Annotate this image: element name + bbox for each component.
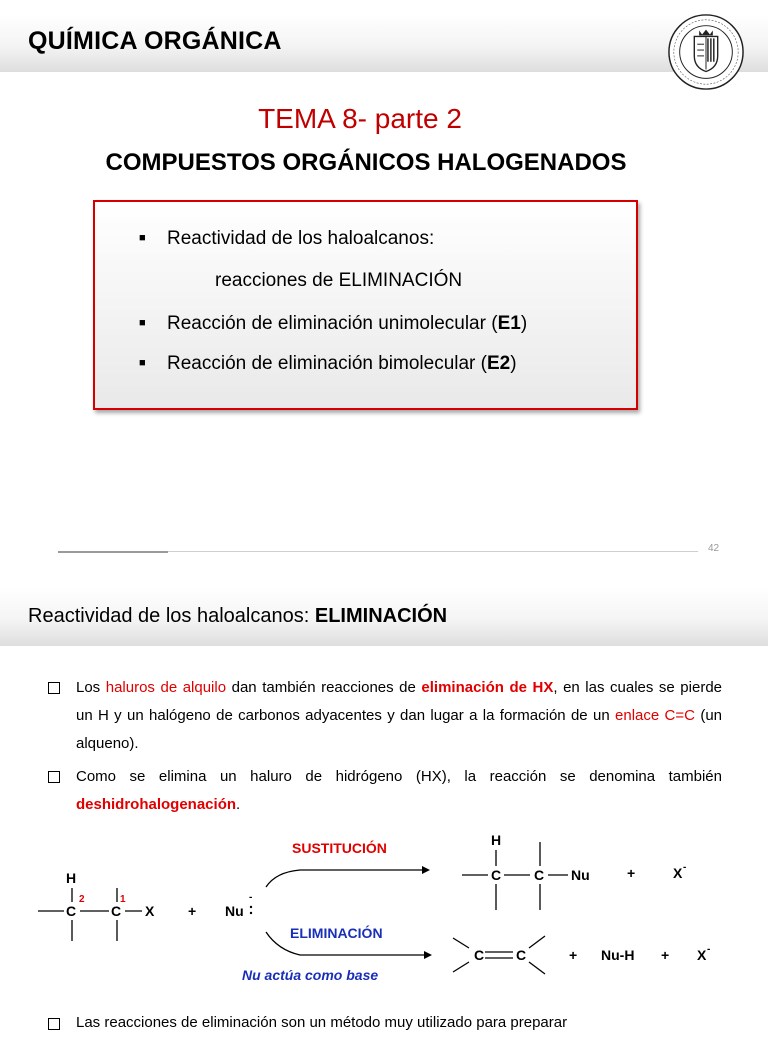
paragraph-haluros: Los haluros de alquilo dan también reacciones de eliminación de HX, en las cuales se pierde un H y un halógeno de carbonos adyacentes y dan lugar a la formación de un enlace C=C (un alqueno). xyxy=(76,679,722,752)
halide-ion-label: X xyxy=(697,947,707,963)
carbon-label: C xyxy=(491,867,502,883)
hydrogen-label: H xyxy=(66,870,77,886)
nucleophile-label: Nu xyxy=(225,903,244,919)
paragraph-deshidrohalogenacion: Como se elimina un haluro de hidrógeno (HX), la reacción se denomina también deshidrohalogenación. xyxy=(76,768,722,813)
charge-minus: - xyxy=(249,892,253,903)
summary-item-reactivity-sub: reacciones de ELIMINACIÓN xyxy=(215,270,463,291)
bullet-icon: ■ xyxy=(139,232,146,244)
plus-sign: + xyxy=(569,947,578,963)
checkbox-bullet-icon xyxy=(48,771,60,783)
summary-item-reactivity: Reactividad de los haloalcanos: xyxy=(167,228,435,249)
carbon-label: C xyxy=(534,867,545,883)
carbon-number-1: 1 xyxy=(120,894,126,905)
checkbox-bullet-icon xyxy=(48,1018,60,1030)
slide-elimination xyxy=(0,572,768,1031)
base-note: Nu actúa como base xyxy=(242,967,379,983)
lesson-title: TEMA 8- parte 2 xyxy=(258,103,462,134)
plus-sign: + xyxy=(661,947,670,963)
plus-sign: + xyxy=(627,865,636,881)
charge-minus: - xyxy=(683,862,687,873)
bullet-icon: ■ xyxy=(139,357,146,369)
carbon-1-label: C xyxy=(111,903,122,919)
slide-title: Reactividad de los haloalcanos: ELIMINACIÓN xyxy=(28,605,448,627)
elimination-label: ELIMINACIÓN xyxy=(290,925,383,941)
university-seal-icon xyxy=(667,13,745,91)
carbon-label: C xyxy=(516,947,527,963)
carbon-number-2: 2 xyxy=(79,894,85,905)
summary-item-e2: Reacción de eliminación bimolecular (E2) xyxy=(167,353,517,374)
conjugate-acid-label: Nu-H xyxy=(601,947,635,963)
paragraph-preparation: Las reacciones de eliminación son un método muy utilizado para preparar xyxy=(76,1014,568,1031)
halide-ion-label: X xyxy=(673,865,683,881)
carbon-label: C xyxy=(474,947,485,963)
carbon-2-label: C xyxy=(66,903,77,919)
charge-minus: - xyxy=(707,944,711,955)
bullet-icon: ■ xyxy=(139,317,146,329)
summary-item-e1: Reacción de eliminación unimolecular (E1) xyxy=(167,313,528,334)
checkbox-bullet-icon xyxy=(48,682,60,694)
substitution-label: SUSTITUCIÓN xyxy=(292,840,387,856)
footer-divider-accent xyxy=(58,551,168,553)
summary-box xyxy=(93,200,638,410)
halogen-label: X xyxy=(145,903,155,919)
reaction-scheme xyxy=(0,820,768,990)
plus-sign: + xyxy=(188,903,197,919)
course-title: QUÍMICA ORGÁNICA xyxy=(28,27,282,55)
page-number: 42 xyxy=(708,543,720,554)
lesson-subtitle: COMPUESTOS ORGÁNICOS HALOGENADOS xyxy=(105,149,627,176)
hydrogen-label: H xyxy=(491,832,502,848)
nucleophile-label: Nu xyxy=(571,867,590,883)
